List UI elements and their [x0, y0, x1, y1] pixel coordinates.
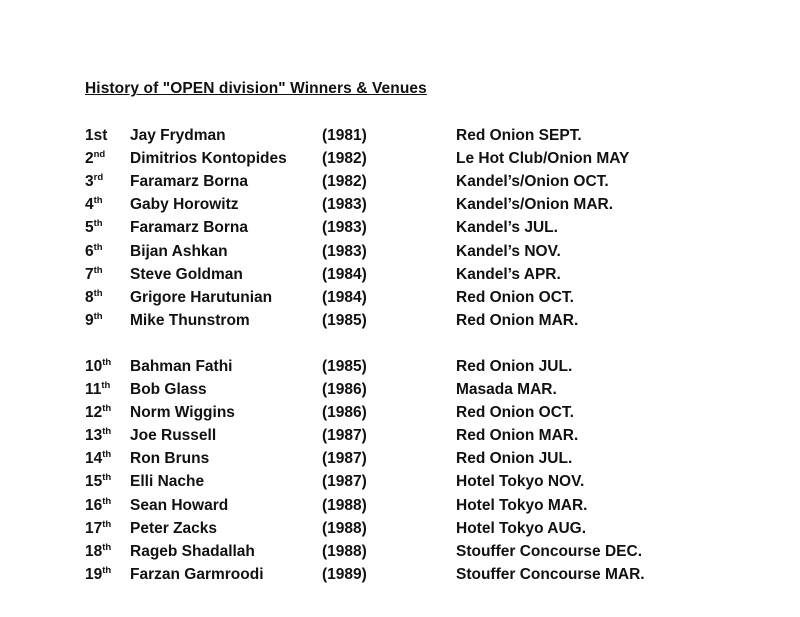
winner-name: Bijan Ashkan — [130, 242, 228, 260]
winner-rank-number: 18 — [85, 542, 103, 560]
winner-rank-suffix: th — [102, 356, 112, 368]
winner-rank-number: 10 — [85, 357, 103, 375]
winner-year: (1984) — [322, 265, 367, 283]
winner-rank — [85, 520, 111, 538]
winner-row — [0, 566, 800, 589]
winner-row — [0, 543, 800, 566]
winner-rank-number: 8 — [85, 288, 94, 306]
winner-row — [0, 381, 800, 404]
winner-rank — [85, 266, 103, 284]
winner-rank-number: 1 — [85, 127, 94, 144]
winner-rank-number: 2 — [85, 150, 94, 168]
winner-rank-number: 16 — [85, 496, 103, 514]
winner-row — [0, 473, 800, 496]
winner-rank — [85, 173, 103, 191]
winner-year: (1988) — [322, 542, 367, 560]
winner-row — [0, 150, 800, 173]
winner-rank — [85, 127, 107, 145]
winner-rank-suffix: th — [93, 218, 103, 230]
winner-name: Norm Wiggins — [130, 404, 235, 422]
winner-row — [0, 173, 800, 196]
winner-rank-number: 7 — [85, 265, 94, 283]
winner-venue: Red Onion OCT. — [456, 404, 574, 422]
winner-name: Sean Howard — [130, 496, 229, 514]
winner-year: (1989) — [322, 565, 367, 583]
winner-venue: Kandel’s/Onion OCT. — [456, 173, 609, 191]
winner-rank-number: 13 — [85, 427, 103, 445]
winner-venue: Masada MAR. — [456, 381, 557, 398]
winner-year: (1982) — [322, 150, 367, 168]
winner-rank-suffix: th — [102, 518, 112, 530]
winner-rank-suffix: th — [93, 310, 103, 322]
winner-name: Farzan Garmroodi — [130, 565, 264, 583]
winner-year: (1983) — [322, 219, 367, 237]
winner-year: (1987) — [322, 473, 367, 491]
winner-rank — [85, 381, 110, 399]
winner-rank — [85, 450, 111, 468]
page-title: History of "OPEN division" Winners & Venues — [85, 80, 427, 97]
winner-row — [0, 427, 800, 450]
winner-rank-suffix: th — [93, 287, 103, 299]
winner-rank-number: 15 — [85, 473, 103, 491]
winner-rank — [85, 497, 111, 515]
winner-row — [0, 127, 800, 150]
winner-rank — [85, 289, 103, 307]
winner-rank — [85, 243, 103, 261]
winner-rank — [85, 473, 111, 491]
winner-row — [0, 196, 800, 219]
winner-rank-number: 19 — [85, 565, 103, 583]
winner-rank-suffix: th — [102, 449, 112, 461]
winner-rank — [85, 219, 103, 237]
winner-year: (1983) — [322, 196, 367, 214]
winner-name: Bob Glass — [130, 381, 207, 398]
winner-year: (1986) — [322, 381, 367, 398]
winner-venue: Stouffer Concourse MAR. — [456, 565, 645, 583]
winner-rank — [85, 404, 111, 422]
winner-venue: Le Hot Club/Onion MAY — [456, 150, 630, 168]
winner-row — [0, 520, 800, 543]
winner-year: (1987) — [322, 450, 367, 468]
winner-venue: Red Onion JUL. — [456, 450, 573, 468]
winner-row — [0, 219, 800, 242]
winner-rank-suffix: th — [102, 564, 112, 576]
winner-venue: Kandel’s/Onion MAR. — [456, 196, 614, 214]
winner-rank-suffix: th — [93, 264, 103, 276]
winner-year: (1987) — [322, 427, 367, 445]
winner-year: (1985) — [322, 311, 367, 329]
winner-venue: Hotel Tokyo NOV. — [456, 473, 585, 491]
winner-rank-number: 11 — [85, 381, 102, 398]
winner-rank — [85, 312, 103, 330]
winner-year: (1983) — [322, 242, 367, 260]
winner-name: Peter Zacks — [130, 519, 218, 537]
winner-venue: Kandel’s JUL. — [456, 219, 558, 237]
winner-row — [0, 266, 800, 289]
winner-row — [0, 450, 800, 473]
winner-name: Rageb Shadallah — [130, 542, 255, 560]
winner-venue: Red Onion JUL. — [456, 357, 573, 375]
winner-name: Gaby Horowitz — [130, 196, 239, 214]
winner-name: Dimitrios Kontopides — [130, 150, 287, 168]
winner-row — [0, 358, 800, 381]
winner-row — [0, 404, 800, 427]
winner-rank-suffix: th — [101, 380, 111, 391]
winner-rank-suffix: th — [102, 472, 112, 484]
winner-rank-suffix: th — [93, 241, 103, 253]
winner-rank-number: 9 — [85, 311, 94, 329]
winner-year: (1988) — [322, 496, 367, 514]
winner-name: Steve Goldman — [130, 265, 243, 283]
winner-venue: Hotel Tokyo AUG. — [456, 519, 587, 537]
winner-rank — [85, 566, 111, 584]
winner-rank-number: 5 — [85, 219, 94, 237]
winner-year: (1986) — [322, 404, 367, 422]
winner-rank-suffix: th — [102, 541, 112, 553]
winner-rank-suffix: th — [102, 403, 112, 415]
winner-rank-suffix: th — [102, 495, 112, 507]
winner-venue: Stouffer Concourse DEC. — [456, 542, 643, 560]
winner-rank — [85, 543, 111, 561]
winner-rank-number: 17 — [85, 519, 103, 537]
winner-venue: Red Onion MAR. — [456, 311, 579, 329]
winner-name: Mike Thunstrom — [130, 311, 250, 329]
winner-venue: Red Onion MAR. — [456, 427, 579, 445]
winner-year: (1988) — [322, 519, 367, 537]
winner-rank — [85, 358, 111, 376]
winner-name: Joe Russell — [130, 427, 217, 445]
winner-name: Bahman Fathi — [130, 357, 233, 375]
winner-venue: Hotel Tokyo MAR. — [456, 496, 588, 514]
winner-row — [0, 243, 800, 266]
winner-row — [0, 312, 800, 335]
winner-name: Elli Nache — [130, 473, 205, 491]
winner-row — [0, 289, 800, 312]
winner-venue: Red Onion OCT. — [456, 288, 574, 306]
winner-rank-number: 3 — [85, 173, 94, 191]
winner-name: Faramarz Borna — [130, 219, 249, 237]
winner-rank-number: 4 — [85, 196, 94, 214]
winner-rank — [85, 150, 105, 168]
winner-year: (1982) — [322, 173, 367, 191]
winner-rank — [85, 427, 111, 445]
winner-rank-suffix: rd — [93, 172, 104, 184]
winner-rank-suffix: st — [93, 127, 108, 144]
winner-rank-suffix: th — [102, 426, 112, 438]
winner-rank — [85, 196, 103, 214]
winner-rank-number: 6 — [85, 242, 94, 260]
winner-year: (1984) — [322, 288, 367, 306]
winner-venue: Red Onion SEPT. — [456, 127, 582, 144]
winner-venue: Kandel’s NOV. — [456, 242, 561, 260]
winner-row — [0, 497, 800, 520]
winner-rank-number: 14 — [85, 450, 103, 468]
winner-year: (1985) — [322, 357, 367, 375]
winner-venue: Kandel’s APR. — [456, 265, 561, 283]
winner-rank-suffix: th — [93, 195, 103, 207]
winner-name: Faramarz Borna — [130, 173, 249, 191]
winner-name: Grigore Harutunian — [130, 288, 273, 306]
winner-rank-number: 12 — [85, 404, 103, 422]
winner-rank-suffix: nd — [93, 149, 106, 161]
winner-name: Ron Bruns — [130, 450, 210, 468]
winner-year: (1981) — [322, 127, 367, 144]
winner-name: Jay Frydman — [130, 127, 226, 144]
